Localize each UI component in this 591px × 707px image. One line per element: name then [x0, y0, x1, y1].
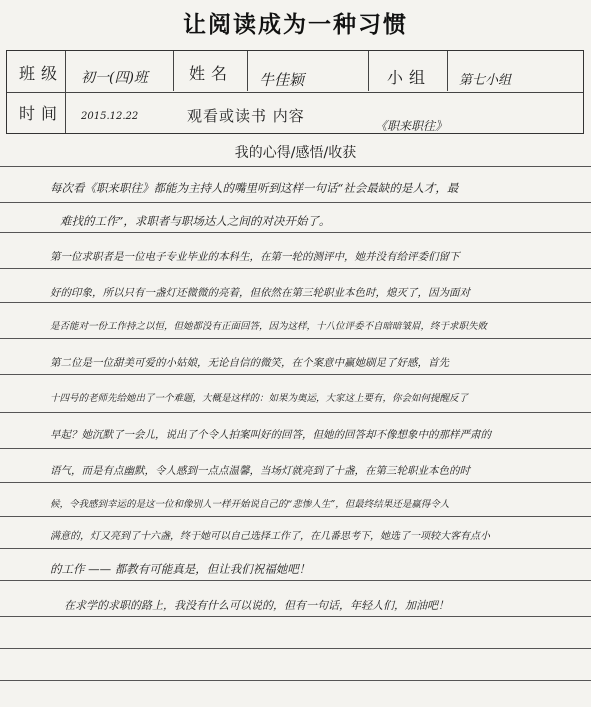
ruled-line	[0, 482, 591, 483]
ruled-line	[0, 374, 591, 375]
ruled-line	[0, 548, 591, 549]
ruled-line	[0, 166, 591, 167]
group-label: 小组	[387, 68, 432, 87]
ruled-line	[0, 580, 591, 581]
ruled-line	[0, 268, 591, 269]
page-title: 让阅读成为一种习惯	[183, 11, 408, 38]
class-value: 初一(四)班	[81, 70, 148, 86]
essay-line: 的工作 —— 都教有可能真是，但让我们祝福她吧！	[50, 562, 311, 576]
content-label: 观看或读书 内容	[187, 107, 305, 125]
ruled-line	[0, 516, 591, 517]
essay-line: 难找的工作”，求职者与职场达人之间的对决开始了。	[60, 214, 331, 228]
ruled-line	[0, 448, 591, 449]
ruled-line	[0, 302, 591, 303]
ruled-line	[0, 616, 591, 617]
section-heading: 我的心得/感悟/收获	[234, 145, 357, 161]
essay-line: 满意的，灯又亮到了十六盏，终于她可以自己选择工作了，在几番思考下，她选了一项较大客有点小	[50, 531, 490, 542]
form-row-divider	[7, 92, 583, 93]
form-col-divider	[447, 51, 448, 91]
essay-line: 好的印象，所以只有一盏灯还微微的亮着，但依然在第三轮职业本色时，熄灭了，因为面对	[50, 287, 470, 299]
ruled-line	[0, 648, 591, 649]
name-value: 牛佳颖	[259, 71, 305, 89]
essay-line: 第二位是一位甜美可爱的小姑娘，无论自信的微笑，在个案意中赢她刷足了好感，首先	[50, 357, 449, 369]
group-value: 第七小组	[459, 73, 512, 88]
ruled-line	[0, 338, 591, 339]
essay-line: 早起？她沉默了一会儿，说出了个令人拍案叫好的回答，但她的回答却不像想象中的那样严肃的	[50, 429, 491, 441]
essay-line: 十四号的老师先给她出了一个难题，大概是这样的：如果为奥运，大家这上要有，你会如何提醒反了	[50, 393, 469, 404]
time-label: 时间	[19, 104, 64, 123]
ruled-line	[0, 202, 591, 203]
ruled-line	[0, 680, 591, 681]
ruled-line	[0, 232, 591, 233]
essay-line: 是否能对一份工作持之以恒，但她都没有正面回答，因为这样，十八位评委不自暗暗皱眉，终于求职失败	[50, 321, 488, 332]
essay-line: 第一位求职者是一位电子专业毕业的本科生，在第一轮的测评中，她并没有给评委们留下	[50, 251, 460, 263]
time-value: 2015.12.22	[81, 111, 139, 122]
essay-line: 每次看《职来职往》都能为主持人的嘴里听到这样一句话“社会最缺的是人才，最	[50, 181, 459, 195]
ruled-line	[0, 412, 591, 413]
name-label: 姓名	[189, 64, 234, 83]
essay-line: 语气，而是有点幽默，令人感到一点点温馨，当场灯就亮到了十盏，在第三轮职业本色的时	[50, 465, 470, 477]
class-label: 班级	[19, 64, 64, 83]
info-form-table	[6, 50, 584, 134]
form-col-divider	[247, 51, 248, 91]
form-col-divider	[173, 51, 174, 91]
essay-line: 候，令我感到幸运的是这一位和像别人一样开始说自己的“悲惨人生”，但最终结果还是赢得令人	[50, 499, 450, 510]
essay-line: 在求学的求职的路上，我没有什么可以说的，但有一句话，年轻人们，加油吧！	[64, 599, 449, 612]
form-col-divider	[368, 51, 369, 91]
content-value: 《职来职往》	[375, 119, 448, 133]
form-col-divider	[65, 51, 66, 133]
